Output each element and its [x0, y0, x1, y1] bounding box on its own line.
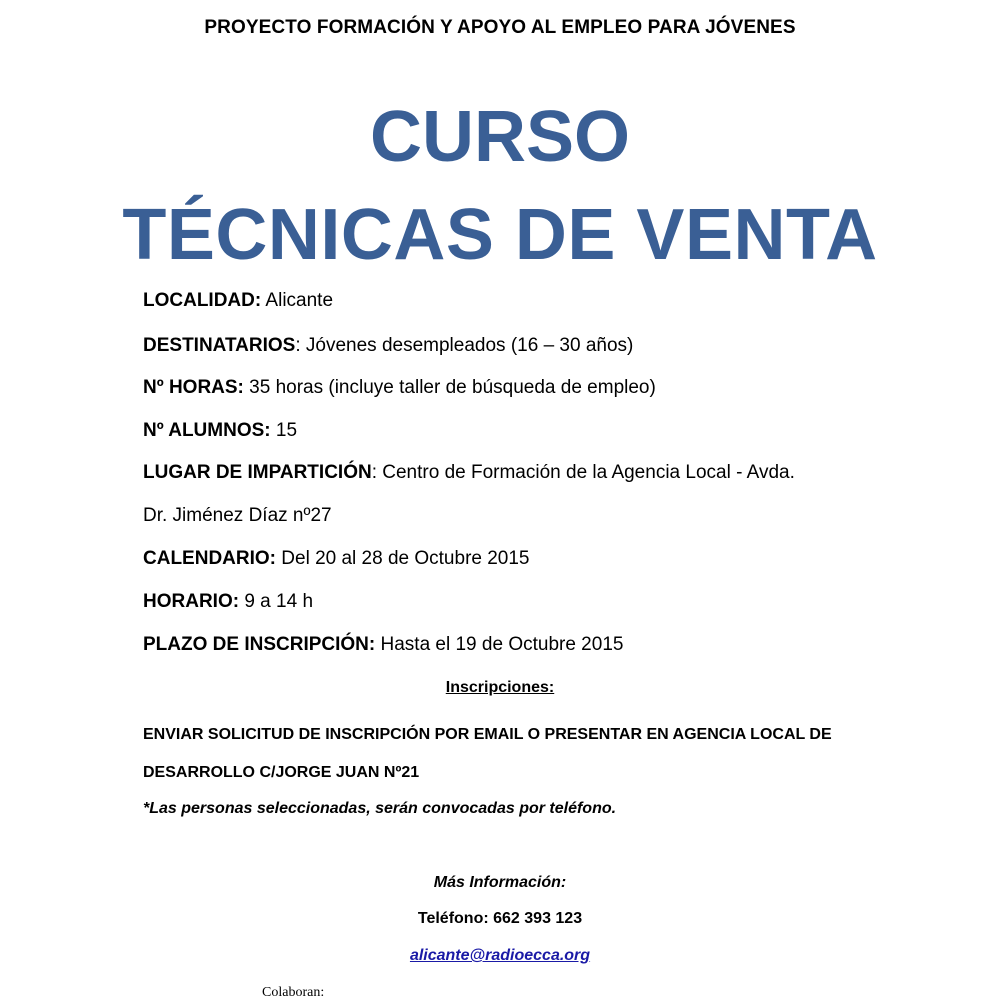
detail-horas: [143, 377, 656, 399]
project-title: PROYECTO FORMACIÓN Y APOYO AL EMPLEO PARA JÓVENES: [204, 17, 796, 38]
detail-label: CALENDARIO:: [143, 548, 276, 569]
detail-horario: [143, 591, 313, 613]
detail-label: Nº HORAS:: [143, 377, 244, 398]
detail-value: Alicante: [261, 290, 334, 311]
detail-lugar: [143, 462, 795, 484]
detail-value: Del 20 al 28 de Octubre 2015: [276, 548, 530, 569]
detail-label: HORARIO:: [143, 591, 240, 612]
detail-value: Hasta el 19 de Octubre 2015: [375, 634, 624, 655]
detail-destinatarios: [143, 335, 633, 357]
inscripciones-instructions-line1: ENVIAR SOLICITUD DE INSCRIPCIÓN POR EMAIL O PRESENTAR EN AGENCIA LOCAL DE: [143, 726, 832, 743]
detail-label: LOCALIDAD:: [143, 290, 262, 311]
more-info-heading: Más Información:: [433, 874, 567, 891]
detail-value: : Jóvenes desempleados (16 – 30 años): [295, 335, 634, 356]
detail-plazo: [143, 634, 623, 656]
course-name: TÉCNICAS DE VENTA: [122, 195, 878, 275]
contact-email-row: [0, 947, 1000, 965]
detail-label: DESTINATARIOS: [143, 335, 296, 356]
detail-localidad: [143, 290, 333, 312]
detail-value: 9 a 14 h: [239, 591, 314, 612]
detail-label: Nº ALUMNOS:: [143, 420, 271, 441]
detail-lugar-line2: Dr. Jiménez Díaz nº27: [143, 505, 332, 526]
detail-value: 15: [270, 420, 298, 441]
detail-label: LUGAR DE IMPARTICIÓN: [143, 462, 372, 483]
colaboran-label: Colaboran:: [262, 985, 325, 1000]
inscripciones-title: Inscripciones:: [445, 679, 555, 696]
detail-value: 35 horas (incluye taller de búsqueda de empleo): [243, 377, 656, 398]
detail-calendario: [143, 548, 530, 570]
detail-value: : Centro de Formación de la Agencia Local - Avda.: [371, 462, 795, 483]
detail-alumnos: [143, 420, 297, 442]
contact-email-link[interactable]: alicante@radioecca.org: [409, 947, 591, 964]
inscripciones-instructions-line2: DESARROLLO C/JORGE JUAN Nº21: [143, 764, 420, 781]
selection-note: *Las personas seleccionadas, serán convocadas por teléfono.: [143, 800, 617, 817]
contact-phone: Teléfono: 662 393 123: [417, 910, 583, 927]
course-label: CURSO: [369, 97, 630, 177]
detail-label: PLAZO DE INSCRIPCIÓN:: [143, 634, 376, 655]
